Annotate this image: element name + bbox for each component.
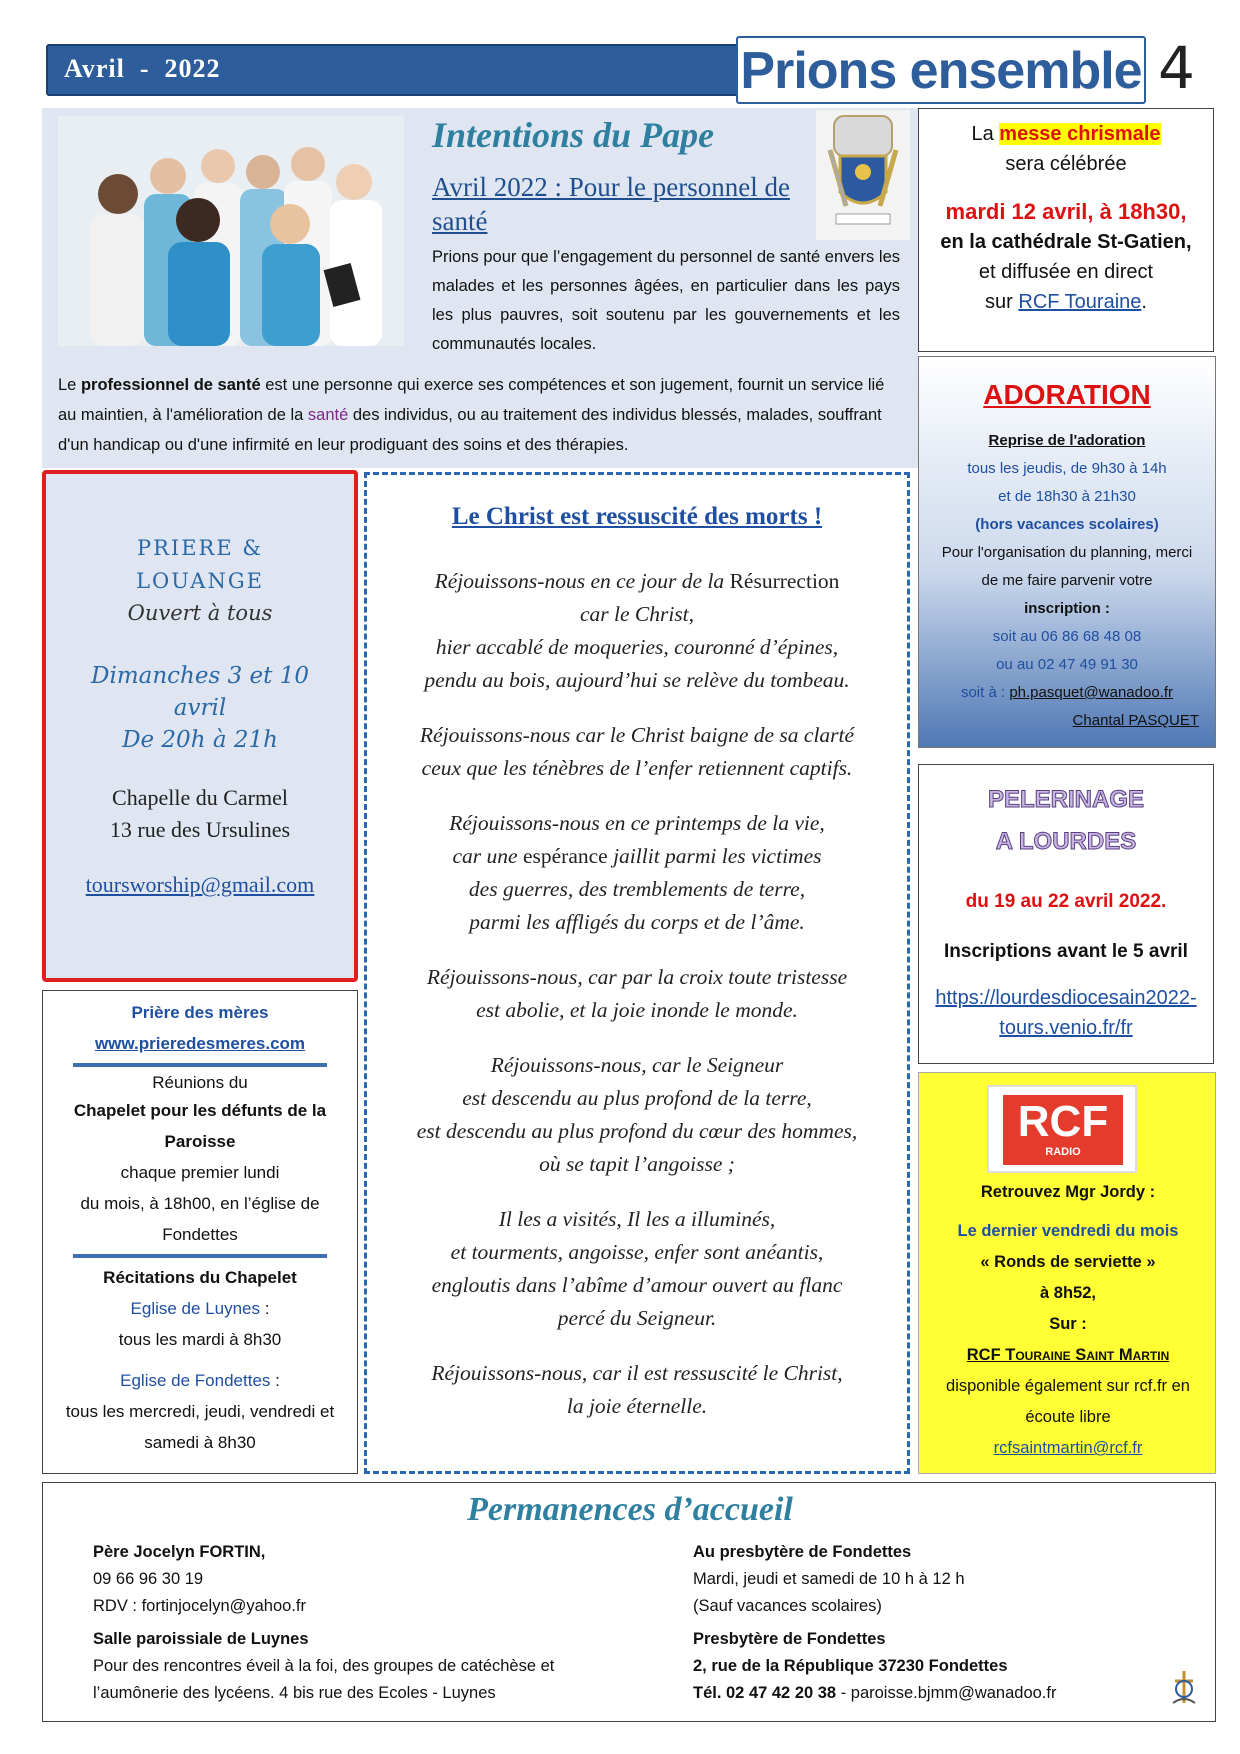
adoration-contact-name: Chantal PASQUET	[1072, 712, 1199, 729]
health-staff-photo	[58, 116, 404, 346]
pope-intention-text: Prions pour que l’engagement du personnel de santé envers les malades et les personnes âgées, en particulier dans les pays les plus pauvres, soit soutenu par les gouvernements et les communautés locales.	[432, 248, 900, 353]
poem-line: est descendu au plus profond du cœur des hommes,	[416, 1119, 858, 1143]
rcf-line: Le dernier vendredi du mois	[957, 1222, 1179, 1240]
def-prefix: Le	[58, 376, 81, 394]
parish-logo-icon	[1167, 1669, 1201, 1707]
page-title: Prions ensemble	[736, 36, 1146, 104]
eglise-luynes: Eglise de Luynes	[130, 1299, 261, 1318]
priere-louange-box	[42, 470, 358, 982]
salle-luynes-desc: Pour des rencontres éveil à la foi, des groupes de catéchèse et	[93, 1657, 555, 1675]
permanences-box	[42, 1482, 1216, 1722]
presbytere-phone: Tél. 02 47 42 20 38	[693, 1684, 837, 1702]
adoration-line: (hors vacances scolaires)	[975, 516, 1159, 533]
rcf-line: à 8h52,	[1040, 1284, 1096, 1302]
presbytere-except: (Sauf vacances scolaires)	[693, 1597, 882, 1615]
messe-line2: sera célébrée	[1005, 153, 1127, 175]
adoration-line: Pour l'organisation du planning, merci	[941, 544, 1193, 561]
luynes-when: tous les mardi à 8h30	[118, 1330, 282, 1349]
poem-line: jaillit parmi les victimes	[607, 844, 822, 868]
poem-line: Réjouissons-nous, car il est ressuscité le Christ,	[431, 1361, 843, 1385]
messe-highlight: messe chrismale	[999, 123, 1161, 145]
adoration-line: Reprise de l'adoration	[988, 432, 1146, 449]
louange-email-link[interactable]: toursworship@gmail.com	[85, 872, 315, 897]
separator	[73, 1063, 327, 1067]
adoration-phone-2: ou au 02 47 49 91 30	[996, 656, 1138, 673]
pelerinage-title-2: A LOURDES	[995, 828, 1137, 855]
separator	[73, 1254, 327, 1258]
messe-la: La	[971, 123, 1000, 145]
poem-line: Réjouissons-nous, car par la croix toute tristesse	[426, 965, 848, 989]
poem-line: Il les a visités, Il les a illuminés,	[498, 1207, 776, 1231]
permanences-right	[693, 1539, 1173, 1707]
eglise-fondettes: Eglise de Fondettes	[120, 1371, 271, 1390]
presbytere-address: 2, rue de la République 37230 Fondettes	[693, 1657, 1008, 1675]
priest-name: Père Jocelyn FORTIN,	[93, 1543, 266, 1561]
messe-chrismale-box	[918, 108, 1214, 352]
rcf-email-link[interactable]: rcfsaintmartin@rcf.fr	[993, 1439, 1143, 1457]
colon: :	[270, 1371, 280, 1390]
messe-dot: .	[1141, 291, 1147, 313]
priest-phone: 09 66 96 30 19	[93, 1570, 204, 1588]
health-professional-definition	[58, 370, 904, 460]
poem-line: Réjouissons-nous car le Christ baigne de sa clarté	[419, 723, 855, 747]
priest-rdv-email: RDV : fortinjocelyn@yahoo.fr	[93, 1597, 307, 1615]
pelerinage-title-1: PELERINAGE	[987, 786, 1145, 813]
meres-reunions: Réunions du	[152, 1073, 248, 1092]
rcf-radio-logo	[987, 1085, 1137, 1173]
poem-line: parmi les affligés du corps et de l’âme.	[469, 910, 805, 934]
poem-title: Le Christ est ressuscité des morts !	[451, 503, 823, 530]
poem-line: car le Christ,	[579, 602, 695, 626]
poem-line: où se tapit l’angoisse ;	[539, 1152, 735, 1176]
pelerinage-url-link[interactable]: https://lourdesdiocesain2022-tours.venio.fr/fr	[935, 987, 1197, 1039]
poem-line: car une	[452, 844, 523, 868]
adoration-line: tous les jeudis, de 9h30 à 14h	[967, 460, 1167, 477]
def-middle: est une personne qui exerce ses compétences et son jugement, fournit un service lié au maintien, à l'amélioration de la	[58, 376, 885, 424]
presbytere-hours: Mardi, jeudi et samedi de 10 h à 12 h	[693, 1570, 965, 1588]
adoration-email-link[interactable]: ph.pasquet@wanadoo.fr	[1009, 684, 1174, 701]
easter-poem-box	[364, 472, 910, 1474]
sante-link[interactable]: santé	[307, 406, 349, 424]
adoration-email-prefix: soit à :	[960, 684, 1010, 701]
presbytere-title: Au presbytère de Fondettes	[693, 1543, 912, 1561]
adoration-box	[918, 356, 1216, 748]
meres-recitations: Récitations du Chapelet	[103, 1268, 297, 1287]
fondettes-when: samedi à 8h30	[144, 1433, 256, 1452]
meres-paroisse: Paroisse	[164, 1132, 236, 1151]
poem-line: Réjouissons-nous en ce jour de la	[434, 569, 730, 593]
poem-word: Résurrection	[729, 569, 840, 593]
pelerinage-dates: du 19 au 22 avril 2022.	[965, 891, 1167, 912]
poem-line: Réjouissons-nous en ce printemps de la vie,	[449, 811, 825, 835]
meres-when: Fondettes	[162, 1225, 238, 1244]
messe-place: en la cathédrale St-Gatien,	[940, 231, 1192, 253]
meres-when: chaque premier lundi	[120, 1163, 280, 1182]
poem-line: hier accablé de moqueries, couronné d’épines,	[435, 635, 839, 659]
messe-date: mardi 12 avril, à 18h30,	[945, 199, 1187, 224]
meres-when: du mois, à 18h00, en l’église de	[80, 1194, 320, 1213]
louange-address: 13 rue des Ursulines	[109, 817, 291, 842]
meres-chapelet: Chapelet pour les défunts de la	[73, 1101, 327, 1120]
louange-place: Chapelle du Carmel	[112, 785, 288, 810]
poem-line: est descendu au plus profond de la terre,	[462, 1086, 812, 1110]
rcf-box	[918, 1072, 1216, 1474]
presbytere-title-2: Presbytère de Fondettes	[693, 1630, 886, 1648]
adoration-title: ADORATION	[983, 379, 1151, 410]
colon: :	[260, 1299, 270, 1318]
poem-line: et tourments, angoisse, enfer sont anéantis,	[450, 1240, 824, 1264]
rcf-station-name: RCF Touraine Saint Martin	[966, 1346, 1170, 1364]
poem-line: percé du Seigneur.	[557, 1306, 717, 1330]
louange-hours: De 20h à 21h	[122, 727, 278, 753]
louange-month: avril	[173, 695, 227, 721]
louange-dates: Dimanches 3 et 10	[91, 663, 309, 689]
permanences-left	[93, 1539, 633, 1707]
adoration-line: de me faire parvenir votre	[981, 572, 1153, 589]
rcf-line: Sur :	[1049, 1315, 1087, 1333]
rcf-logo-sub: RADIO	[1045, 1146, 1081, 1158]
salle-luynes-desc: l’aumônerie des lycéens. 4 bis rue des Ecoles - Luynes	[93, 1684, 496, 1702]
louange-open: Ouvert à tous	[127, 601, 273, 625]
messe-sur: sur	[985, 291, 1019, 313]
poem-line: Réjouissons-nous, car le Seigneur	[490, 1053, 784, 1077]
rcf-line: Retrouvez Mgr Jordy :	[980, 1183, 1156, 1201]
rcf-line: disponible également sur rcf.fr en	[946, 1377, 1190, 1395]
meres-url-link[interactable]: www.prieredesmeres.com	[94, 1034, 306, 1053]
page-number: 4	[1158, 34, 1195, 102]
poem-line: pendu au bois, aujourd’hui se relève du tombeau.	[424, 668, 850, 692]
header-date: Avril - 2022	[64, 54, 221, 83]
fondettes-when: tous les mercredi, jeudi, vendredi et	[65, 1402, 335, 1421]
salle-luynes-title: Salle paroissiale de Luynes	[93, 1630, 309, 1648]
rcf-touraine-link[interactable]: RCF Touraine	[1018, 291, 1142, 313]
poem-line: ceux que les ténèbres de l’enfer retiennent captifs.	[421, 756, 853, 780]
poem-line: engloutis dans l’abîme d’amour ouvert au flanc	[431, 1273, 843, 1297]
poem-line: est abolie, et la joie inonde le monde.	[476, 998, 798, 1022]
def-suffix: des individus, ou au traitement des individus blessés, malades, souffrant d'un handicap ou d'une infirmité en leur prodiguant des soins et des thérapies.	[58, 406, 882, 454]
pope-intention-subtitle: Avril 2022 : Pour le personnel de santé	[432, 172, 790, 236]
papal-coat-of-arms	[816, 110, 910, 240]
permanences-title: Permanences d’accueil	[467, 1491, 793, 1528]
pelerinage-inscriptions: Inscriptions avant le 5 avril	[944, 941, 1188, 962]
adoration-line: inscription :	[1024, 600, 1110, 617]
rcf-line: « Ronds de serviette »	[980, 1253, 1156, 1271]
def-bold-term: professionnel de santé	[80, 376, 261, 394]
messe-broadcast: et diffusée en direct	[978, 261, 1154, 283]
pope-section-title: Intentions du Pape	[432, 115, 715, 155]
rcf-logo-text: RCF	[1017, 1097, 1109, 1146]
adoration-line: et de 18h30 à 21h30	[998, 488, 1136, 505]
rcf-line: écoute libre	[1025, 1408, 1111, 1426]
poem-line: la joie éternelle.	[566, 1394, 708, 1418]
pelerinage-box	[918, 764, 1214, 1064]
poem-word: espérance	[522, 844, 608, 868]
louange-title-1: PRIERE &	[136, 536, 264, 560]
adoration-phone-1: soit au 06 86 68 48 08	[992, 628, 1142, 645]
presbytere-email: - paroisse.bjmm@wanadoo.fr	[836, 1684, 1057, 1702]
louange-title-2: LOUANGE	[136, 569, 264, 593]
meres-title: Prière des mères	[131, 1003, 269, 1022]
priere-des-meres-box	[42, 990, 358, 1474]
poem-line: des guerres, des tremblements de terre,	[468, 877, 806, 901]
